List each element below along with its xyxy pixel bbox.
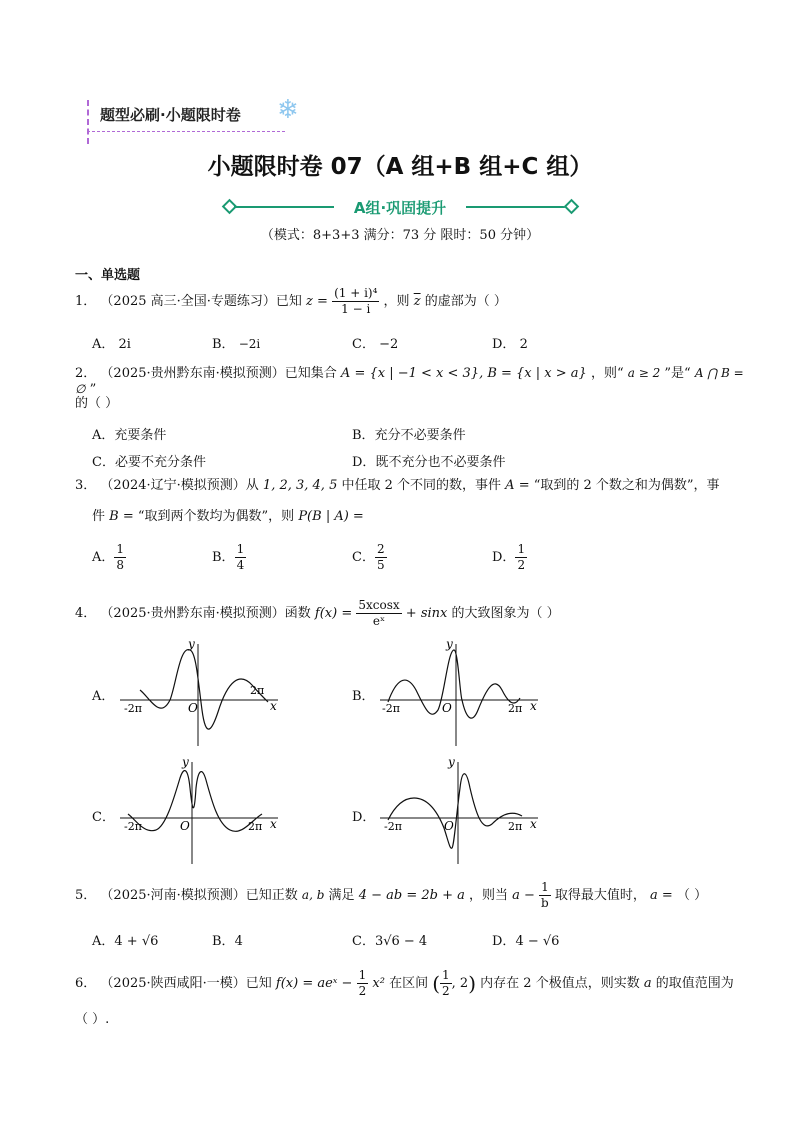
option-b[interactable]: B． bbox=[352, 689, 375, 704]
fraction-numerator: 1 bbox=[517, 542, 526, 556]
option-d[interactable] bbox=[492, 930, 559, 949]
question-text: 在区间 bbox=[389, 976, 429, 991]
option-label: D． bbox=[492, 934, 516, 949]
math-expr: A ⋂ B = ∅ bbox=[75, 366, 744, 396]
question-number: 3． bbox=[75, 478, 97, 493]
question-2-line2: 的（ ） bbox=[75, 396, 119, 411]
option-label: A． bbox=[92, 550, 115, 565]
header-tag: 题型必刷·小题限时卷 bbox=[100, 106, 241, 124]
option-a[interactable] bbox=[92, 542, 126, 573]
question-4 bbox=[75, 598, 755, 629]
graph-a[interactable] bbox=[118, 640, 288, 750]
option-c[interactable] bbox=[352, 542, 387, 573]
question-text: 内存在 2 个极值点，则实数 bbox=[480, 976, 640, 991]
question-1 bbox=[75, 286, 735, 317]
origin-label: O bbox=[442, 701, 452, 715]
graph-b[interactable] bbox=[378, 640, 548, 750]
math-expr: + sinx bbox=[405, 606, 448, 621]
origin-label: O bbox=[180, 819, 190, 833]
question-number: 2． bbox=[75, 366, 97, 381]
option-d[interactable] bbox=[492, 333, 528, 352]
y-label: y bbox=[182, 758, 189, 769]
curve bbox=[140, 650, 268, 730]
option-b[interactable] bbox=[352, 424, 466, 443]
fraction-denominator: 1 − i bbox=[341, 302, 371, 316]
origin-label: O bbox=[188, 701, 198, 715]
origin-label: O bbox=[444, 819, 454, 833]
graph-c[interactable] bbox=[118, 758, 288, 868]
option-label: D． bbox=[492, 337, 516, 352]
tick-label-pos: 2π bbox=[508, 702, 523, 715]
option-label: B． bbox=[212, 934, 235, 949]
paren-close: ) bbox=[468, 971, 477, 996]
fraction-numerator: 1 bbox=[236, 542, 245, 556]
tick-label-pos: 2π bbox=[248, 820, 263, 833]
fraction-denominator: 2 bbox=[442, 984, 450, 998]
math-expr: A = bbox=[505, 478, 530, 493]
fraction-denominator: 2 bbox=[517, 558, 526, 572]
fraction bbox=[440, 968, 452, 999]
fraction bbox=[114, 542, 126, 573]
header-decoration-vertical bbox=[87, 100, 89, 144]
math-expr: f(x) = bbox=[314, 606, 353, 621]
tick-label-pos: 2π bbox=[508, 820, 523, 833]
option-a[interactable] bbox=[92, 930, 158, 949]
question-text: 的大致图象为（ ） bbox=[451, 606, 560, 621]
fraction-numerator: 1 bbox=[116, 542, 125, 556]
option-c[interactable] bbox=[352, 333, 398, 352]
question-text: ，则 bbox=[383, 294, 410, 309]
question-6-line2: （ ）. bbox=[75, 1012, 110, 1027]
fraction-numerator: 2 bbox=[376, 542, 385, 556]
option-label: B． bbox=[212, 337, 235, 352]
tick-label-neg: -2π bbox=[124, 702, 142, 715]
fraction-denominator: eˣ bbox=[372, 614, 386, 628]
fraction bbox=[515, 542, 527, 573]
y-label: y bbox=[446, 640, 453, 651]
question-text: ，则“ bbox=[590, 366, 624, 381]
question-text: ” bbox=[89, 381, 97, 397]
option-label: C． bbox=[352, 934, 375, 949]
math-expr: a = bbox=[650, 888, 673, 903]
option-value: 既不充分也不必要条件 bbox=[375, 455, 506, 470]
question-text: “取到两个数均为偶数”，则 bbox=[137, 509, 295, 524]
curve bbox=[388, 650, 523, 718]
question-3-line2 bbox=[92, 509, 752, 525]
question-source: （2024·辽宁·模拟预测）从 bbox=[100, 478, 259, 493]
math-expr: P(B | A) = bbox=[298, 509, 364, 524]
math-expr: a bbox=[643, 976, 652, 991]
option-value: 3√6 − 4 bbox=[374, 934, 428, 949]
math-expr: f(x) = aeˣ − bbox=[275, 976, 353, 991]
x-label: x bbox=[530, 817, 537, 831]
question-source: （2025·贵州黔东南·模拟预测）函数 bbox=[100, 606, 311, 621]
question-source: （2025·贵州黔东南·模拟预测）已知集合 bbox=[100, 366, 337, 381]
option-value: 充分不必要条件 bbox=[374, 428, 466, 443]
question-2 bbox=[75, 366, 755, 397]
fraction-denominator: b bbox=[541, 896, 549, 910]
option-value: −2 bbox=[379, 337, 399, 352]
tick-label-neg: -2π bbox=[384, 820, 402, 833]
math-expr: 4 − ab = 2b + a bbox=[358, 888, 465, 903]
question-source: （2025·陕西咸阳·一模）已知 bbox=[100, 976, 272, 991]
fraction-denominator: 8 bbox=[116, 558, 125, 572]
x-label: x bbox=[270, 699, 277, 713]
math-expr: z = bbox=[306, 294, 328, 309]
math-expr: a ≥ 2 bbox=[627, 366, 661, 380]
fraction-numerator: 1 bbox=[442, 968, 450, 982]
option-value: −2i bbox=[238, 337, 261, 351]
fraction-numerator: 1 bbox=[541, 880, 549, 894]
tick-label-neg: -2π bbox=[124, 820, 142, 833]
option-label: C． bbox=[352, 550, 375, 565]
fraction bbox=[356, 598, 401, 629]
question-text: 满足 bbox=[328, 888, 355, 903]
fraction-denominator: 2 bbox=[358, 984, 367, 998]
exam-mode-line: （模式：8+3+3 满分：73 分 限时：50 分钟） bbox=[260, 228, 540, 243]
section-heading: 一、单选题 bbox=[75, 268, 141, 283]
graph-d[interactable] bbox=[378, 758, 548, 868]
curve bbox=[128, 771, 262, 832]
fraction-numerator: 5xcosx bbox=[358, 598, 400, 612]
banner-line-right bbox=[466, 206, 566, 208]
option-value: 2 bbox=[519, 337, 528, 352]
y-label: y bbox=[448, 758, 455, 769]
option-label: D． bbox=[352, 455, 376, 470]
option-label: B． bbox=[352, 428, 375, 443]
question-text: 中任取 2 个不同的数，事件 bbox=[341, 478, 502, 493]
math-expr: a, b bbox=[301, 888, 325, 902]
question-6 bbox=[75, 968, 765, 999]
option-b[interactable] bbox=[212, 333, 260, 352]
fraction-numerator: (1 + i)⁴ bbox=[334, 286, 378, 300]
question-text: ”是“ bbox=[664, 366, 691, 381]
question-source: （2025·河南·模拟预测）已知正数 bbox=[100, 888, 298, 903]
fraction-denominator: 4 bbox=[236, 558, 245, 572]
option-c[interactable] bbox=[92, 451, 206, 470]
option-label: A． bbox=[92, 337, 115, 352]
question-number: 6． bbox=[75, 976, 97, 991]
fraction bbox=[539, 880, 551, 911]
option-d[interactable]: D． bbox=[352, 810, 376, 825]
math-expr: 1, 2, 3, 4, 5 bbox=[262, 478, 338, 493]
option-a[interactable] bbox=[92, 333, 131, 352]
question-text: “取到的 2 个数之和为偶数”，事 bbox=[533, 478, 720, 493]
math-expr: x² bbox=[372, 976, 385, 991]
x-label: x bbox=[530, 699, 537, 713]
option-value: 4 + √6 bbox=[114, 934, 159, 949]
x-label: x bbox=[270, 817, 277, 831]
page-title: 小题限时卷 07（A 组+B 组+C 组） bbox=[207, 154, 593, 180]
option-label: D． bbox=[492, 550, 516, 565]
option-value: 2i bbox=[118, 337, 131, 352]
fraction-denominator: 5 bbox=[376, 558, 385, 572]
question-5 bbox=[75, 880, 755, 911]
question-number: 4． bbox=[75, 606, 97, 621]
fraction bbox=[235, 542, 247, 573]
option-d[interactable] bbox=[492, 542, 527, 573]
math-expr: a − bbox=[512, 888, 535, 903]
option-a[interactable] bbox=[92, 424, 166, 443]
option-b[interactable] bbox=[212, 930, 243, 949]
math-expr: A = {x | −1 < x < 3}, B = {x | x > a} bbox=[340, 366, 587, 381]
header-decoration-horizontal bbox=[87, 131, 285, 132]
question-3 bbox=[75, 478, 755, 494]
option-label: C． bbox=[352, 337, 375, 352]
y-label: y bbox=[188, 640, 195, 651]
snowflake-icon: ❄ bbox=[277, 95, 299, 125]
question-text: 的取值范围为 bbox=[655, 976, 734, 991]
question-text: 的虚部为（ ） bbox=[424, 294, 507, 309]
curve bbox=[388, 774, 522, 849]
group-title: A组·巩固提升 bbox=[353, 199, 447, 217]
question-text: 件 bbox=[92, 509, 106, 524]
interval-end: , 2 bbox=[451, 976, 469, 991]
option-value: 4 bbox=[234, 934, 243, 949]
option-label: A． bbox=[92, 934, 115, 949]
option-value: 必要不充分条件 bbox=[114, 455, 206, 470]
option-value: 4 − √6 bbox=[515, 934, 560, 949]
question-text: （ ） bbox=[676, 888, 708, 903]
fraction bbox=[375, 542, 387, 573]
question-text: 取得最大值时， bbox=[554, 888, 646, 903]
tick-label-neg: -2π bbox=[382, 702, 400, 715]
option-c[interactable] bbox=[352, 930, 427, 949]
fraction-numerator: 1 bbox=[358, 968, 367, 982]
option-label: B． bbox=[212, 550, 235, 565]
paren-open: ( bbox=[432, 971, 441, 996]
math-expr: $\overline{z}$ bbox=[413, 294, 421, 309]
option-label: C． bbox=[92, 455, 115, 470]
question-source: （2025 高三·全国·专题练习）已知 bbox=[100, 294, 302, 309]
fraction bbox=[357, 968, 369, 999]
option-c[interactable]: C． bbox=[92, 810, 115, 825]
option-label: A． bbox=[92, 428, 115, 443]
question-text: ，则当 bbox=[469, 888, 509, 903]
option-b[interactable] bbox=[212, 542, 246, 573]
fraction bbox=[332, 286, 379, 317]
math-expr: B = bbox=[109, 509, 134, 524]
option-d[interactable] bbox=[352, 451, 505, 470]
option-value: 充要条件 bbox=[114, 428, 167, 443]
option-a[interactable]: A． bbox=[92, 689, 115, 704]
question-number: 5． bbox=[75, 888, 97, 903]
tick-label-pos: 2π bbox=[250, 684, 265, 697]
question-number: 1． bbox=[75, 294, 97, 309]
